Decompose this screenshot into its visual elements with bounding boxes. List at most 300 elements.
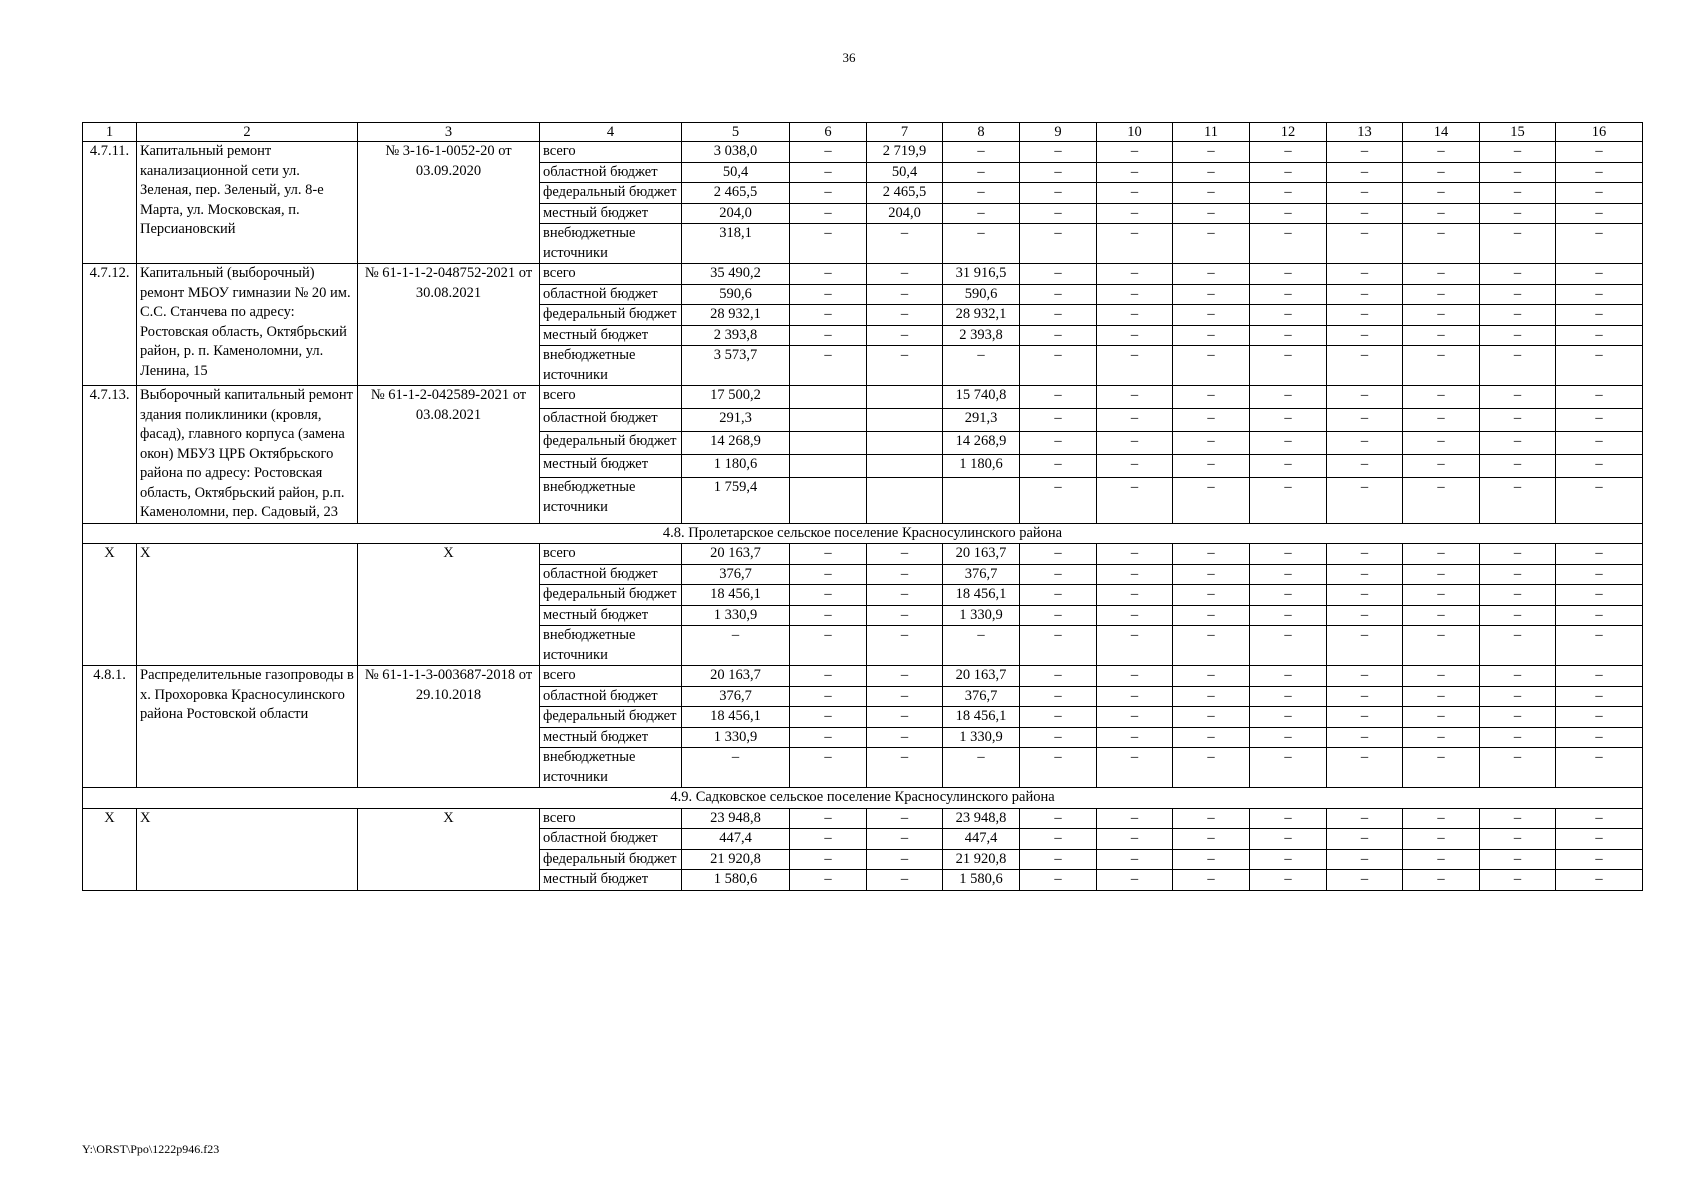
value-col-6: – xyxy=(790,870,867,891)
value-col-14: – xyxy=(1403,432,1480,455)
value-col-9: – xyxy=(1020,666,1097,687)
value-col-15: – xyxy=(1480,829,1556,850)
value-col-10: – xyxy=(1097,432,1173,455)
value-col-11: – xyxy=(1173,748,1250,788)
value-col-9: – xyxy=(1020,829,1097,850)
value-col-5: 50,4 xyxy=(682,162,790,183)
value-col-11: – xyxy=(1173,727,1250,748)
value-col-6: – xyxy=(790,544,867,565)
value-col-14: – xyxy=(1403,162,1480,183)
value-col-7: – xyxy=(867,748,943,788)
value-col-14: – xyxy=(1403,142,1480,163)
value-col-13: – xyxy=(1327,748,1403,788)
value-col-15: – xyxy=(1480,686,1556,707)
value-col-5: 2 393,8 xyxy=(682,325,790,346)
value-col-8: 20 163,7 xyxy=(943,544,1020,565)
value-col-16: – xyxy=(1556,605,1643,626)
value-col-12: – xyxy=(1250,325,1327,346)
value-col-10: – xyxy=(1097,142,1173,163)
value-col-15: – xyxy=(1480,748,1556,788)
value-col-15: – xyxy=(1480,224,1556,264)
value-col-6 xyxy=(790,409,867,432)
value-col-16: – xyxy=(1556,666,1643,687)
value-col-6: – xyxy=(790,585,867,606)
value-col-5: – xyxy=(682,626,790,666)
item-number: Х xyxy=(83,544,137,666)
value-col-12: – xyxy=(1250,409,1327,432)
value-col-8: 28 932,1 xyxy=(943,305,1020,326)
value-col-7 xyxy=(867,478,943,523)
value-col-16: – xyxy=(1556,727,1643,748)
value-col-11: – xyxy=(1173,284,1250,305)
value-col-11: – xyxy=(1173,346,1250,386)
value-col-13: – xyxy=(1327,432,1403,455)
value-col-9: – xyxy=(1020,203,1097,224)
value-col-15: – xyxy=(1480,183,1556,204)
item-name: Капитальный (выборочный) ремонт МБОУ гимназии № 20 им. С.С. Станчева по адресу: Ростовская область, Октябрьский район, р. п. Каменоломни, ул. Ленина, 15 xyxy=(137,264,358,386)
value-col-14: – xyxy=(1403,203,1480,224)
table-row xyxy=(83,142,1643,163)
value-col-10: – xyxy=(1097,748,1173,788)
column-header: 4 xyxy=(540,123,682,142)
value-col-7: – xyxy=(867,325,943,346)
value-col-16: – xyxy=(1556,564,1643,585)
value-col-14: – xyxy=(1403,829,1480,850)
value-col-11: – xyxy=(1173,142,1250,163)
value-col-15: – xyxy=(1480,666,1556,687)
table-row xyxy=(83,264,1643,285)
value-col-16: – xyxy=(1556,849,1643,870)
value-col-5: 35 490,2 xyxy=(682,264,790,285)
value-col-7: – xyxy=(867,686,943,707)
funding-source: местный бюджет xyxy=(540,870,682,891)
value-col-10: – xyxy=(1097,284,1173,305)
value-col-13: – xyxy=(1327,870,1403,891)
value-col-7: 2 719,9 xyxy=(867,142,943,163)
value-col-12: – xyxy=(1250,264,1327,285)
value-col-7: – xyxy=(867,305,943,326)
column-header: 7 xyxy=(867,123,943,142)
value-col-11: – xyxy=(1173,666,1250,687)
value-col-6: – xyxy=(790,849,867,870)
value-col-7: 204,0 xyxy=(867,203,943,224)
value-col-5: – xyxy=(682,748,790,788)
value-col-9: – xyxy=(1020,707,1097,728)
value-col-9: – xyxy=(1020,346,1097,386)
value-col-14: – xyxy=(1403,386,1480,409)
value-col-10: – xyxy=(1097,325,1173,346)
funding-source: областной бюджет xyxy=(540,686,682,707)
value-col-12: – xyxy=(1250,748,1327,788)
value-col-5: 376,7 xyxy=(682,686,790,707)
value-col-12: – xyxy=(1250,432,1327,455)
value-col-12: – xyxy=(1250,386,1327,409)
value-col-7: – xyxy=(867,808,943,829)
value-col-8: – xyxy=(943,162,1020,183)
value-col-15: – xyxy=(1480,325,1556,346)
item-number: 4.7.12. xyxy=(83,264,137,386)
value-col-11: – xyxy=(1173,544,1250,565)
funding-source: федеральный бюджет xyxy=(540,585,682,606)
table-row xyxy=(83,666,1643,687)
value-col-14: – xyxy=(1403,409,1480,432)
value-col-16: – xyxy=(1556,455,1643,478)
value-col-10: – xyxy=(1097,585,1173,606)
item-expertise-code: № 61-1-1-2-048752-2021 от 30.08.2021 xyxy=(358,264,540,386)
value-col-13: – xyxy=(1327,727,1403,748)
value-col-16: – xyxy=(1556,686,1643,707)
column-header: 5 xyxy=(682,123,790,142)
value-col-15: – xyxy=(1480,264,1556,285)
value-col-12: – xyxy=(1250,203,1327,224)
value-col-12: – xyxy=(1250,829,1327,850)
value-col-13: – xyxy=(1327,626,1403,666)
value-col-11: – xyxy=(1173,870,1250,891)
value-col-9: – xyxy=(1020,727,1097,748)
funding-source: всего xyxy=(540,544,682,565)
value-col-9: – xyxy=(1020,432,1097,455)
value-col-9: – xyxy=(1020,748,1097,788)
value-col-14: – xyxy=(1403,605,1480,626)
value-col-12: – xyxy=(1250,478,1327,523)
value-col-16: – xyxy=(1556,478,1643,523)
value-col-11: – xyxy=(1173,478,1250,523)
funding-source: внебюджетные источники xyxy=(540,224,682,264)
value-col-7 xyxy=(867,386,943,409)
value-col-8: – xyxy=(943,183,1020,204)
funding-source: федеральный бюджет xyxy=(540,432,682,455)
item-number: Х xyxy=(83,808,137,890)
value-col-11: – xyxy=(1173,183,1250,204)
value-col-11: – xyxy=(1173,686,1250,707)
funding-source: местный бюджет xyxy=(540,455,682,478)
funding-source: всего xyxy=(540,808,682,829)
value-col-7: – xyxy=(867,870,943,891)
value-col-10: – xyxy=(1097,203,1173,224)
value-col-13: – xyxy=(1327,829,1403,850)
value-col-13: – xyxy=(1327,849,1403,870)
value-col-8 xyxy=(943,478,1020,523)
value-col-8: 1 180,6 xyxy=(943,455,1020,478)
value-col-10: – xyxy=(1097,626,1173,666)
value-col-9: – xyxy=(1020,162,1097,183)
value-col-8: – xyxy=(943,626,1020,666)
value-col-12: – xyxy=(1250,870,1327,891)
section-header-row xyxy=(83,523,1643,544)
value-col-5: 590,6 xyxy=(682,284,790,305)
value-col-9: – xyxy=(1020,224,1097,264)
value-col-16: – xyxy=(1556,325,1643,346)
value-col-12: – xyxy=(1250,564,1327,585)
value-col-11: – xyxy=(1173,605,1250,626)
value-col-10: – xyxy=(1097,707,1173,728)
value-col-8: 1 580,6 xyxy=(943,870,1020,891)
value-col-6: – xyxy=(790,748,867,788)
value-col-13: – xyxy=(1327,544,1403,565)
column-header: 10 xyxy=(1097,123,1173,142)
value-col-14: – xyxy=(1403,264,1480,285)
value-col-10: – xyxy=(1097,478,1173,523)
funding-source: федеральный бюджет xyxy=(540,849,682,870)
value-col-6: – xyxy=(790,284,867,305)
funding-source: всего xyxy=(540,264,682,285)
value-col-9: – xyxy=(1020,183,1097,204)
value-col-13: – xyxy=(1327,142,1403,163)
item-expertise-code: № 3-16-1-0052-20 от 03.09.2020 xyxy=(358,142,540,264)
value-col-15: – xyxy=(1480,203,1556,224)
value-col-5: 23 948,8 xyxy=(682,808,790,829)
value-col-8: 1 330,9 xyxy=(943,605,1020,626)
value-col-6: – xyxy=(790,686,867,707)
value-col-13: – xyxy=(1327,162,1403,183)
value-col-14: – xyxy=(1403,686,1480,707)
value-col-5: 1 330,9 xyxy=(682,605,790,626)
page-number: 36 xyxy=(842,50,856,65)
value-col-14: – xyxy=(1403,870,1480,891)
value-col-12: – xyxy=(1250,142,1327,163)
value-col-15: – xyxy=(1480,284,1556,305)
value-col-15: – xyxy=(1480,849,1556,870)
value-col-5: 1 330,9 xyxy=(682,727,790,748)
value-col-8: 18 456,1 xyxy=(943,585,1020,606)
item-expertise-code: Х xyxy=(358,808,540,890)
value-col-16: – xyxy=(1556,432,1643,455)
value-col-9: – xyxy=(1020,849,1097,870)
item-number: 4.7.11. xyxy=(83,142,137,264)
value-col-5: 20 163,7 xyxy=(682,544,790,565)
value-col-15: – xyxy=(1480,305,1556,326)
value-col-7: – xyxy=(867,727,943,748)
value-col-16: – xyxy=(1556,386,1643,409)
value-col-15: – xyxy=(1480,432,1556,455)
column-header-row xyxy=(83,123,1643,142)
item-number: 4.7.13. xyxy=(83,386,137,524)
value-col-14: – xyxy=(1403,325,1480,346)
value-col-5: 3 038,0 xyxy=(682,142,790,163)
value-col-12: – xyxy=(1250,455,1327,478)
table-row xyxy=(83,808,1643,829)
value-col-13: – xyxy=(1327,808,1403,829)
value-col-9: – xyxy=(1020,626,1097,666)
value-col-16: – xyxy=(1556,284,1643,305)
funding-source: внебюджетные источники xyxy=(540,346,682,386)
value-col-14: – xyxy=(1403,808,1480,829)
item-expertise-code: № 61-1-2-042589-2021 от 03.08.2021 xyxy=(358,386,540,524)
value-col-9: – xyxy=(1020,686,1097,707)
value-col-9: – xyxy=(1020,564,1097,585)
value-col-6: – xyxy=(790,605,867,626)
value-col-6: – xyxy=(790,264,867,285)
value-col-5: 204,0 xyxy=(682,203,790,224)
value-col-12: – xyxy=(1250,686,1327,707)
value-col-15: – xyxy=(1480,626,1556,666)
value-col-6 xyxy=(790,386,867,409)
value-col-6 xyxy=(790,455,867,478)
value-col-5: 447,4 xyxy=(682,829,790,850)
value-col-14: – xyxy=(1403,183,1480,204)
value-col-16: – xyxy=(1556,748,1643,788)
value-col-10: – xyxy=(1097,409,1173,432)
value-col-12: – xyxy=(1250,544,1327,565)
value-col-16: – xyxy=(1556,142,1643,163)
value-col-16: – xyxy=(1556,707,1643,728)
value-col-11: – xyxy=(1173,432,1250,455)
financing-table xyxy=(82,122,1643,891)
value-col-16: – xyxy=(1556,162,1643,183)
value-col-10: – xyxy=(1097,264,1173,285)
value-col-7: – xyxy=(867,605,943,626)
value-col-7: – xyxy=(867,626,943,666)
funding-source: местный бюджет xyxy=(540,605,682,626)
value-col-16: – xyxy=(1556,808,1643,829)
section-title: 4.9. Садковское сельское поселение Красносулинского района xyxy=(83,788,1643,809)
value-col-9: – xyxy=(1020,870,1097,891)
column-header: 2 xyxy=(137,123,358,142)
value-col-5: 28 932,1 xyxy=(682,305,790,326)
value-col-5: 2 465,5 xyxy=(682,183,790,204)
value-col-14: – xyxy=(1403,626,1480,666)
value-col-13: – xyxy=(1327,686,1403,707)
value-col-13: – xyxy=(1327,224,1403,264)
value-col-12: – xyxy=(1250,605,1327,626)
value-col-12: – xyxy=(1250,707,1327,728)
value-col-11: – xyxy=(1173,203,1250,224)
value-col-13: – xyxy=(1327,585,1403,606)
value-col-14: – xyxy=(1403,564,1480,585)
funding-source: местный бюджет xyxy=(540,203,682,224)
value-col-7 xyxy=(867,432,943,455)
value-col-14: – xyxy=(1403,707,1480,728)
value-col-11: – xyxy=(1173,707,1250,728)
funding-source: областной бюджет xyxy=(540,409,682,432)
funding-source: областной бюджет xyxy=(540,284,682,305)
value-col-11: – xyxy=(1173,305,1250,326)
value-col-11: – xyxy=(1173,264,1250,285)
value-col-9: – xyxy=(1020,305,1097,326)
funding-source: федеральный бюджет xyxy=(540,707,682,728)
value-col-15: – xyxy=(1480,808,1556,829)
section-header-row xyxy=(83,788,1643,809)
value-col-13: – xyxy=(1327,325,1403,346)
value-col-12: – xyxy=(1250,346,1327,386)
value-col-5: 3 573,7 xyxy=(682,346,790,386)
value-col-8: – xyxy=(943,203,1020,224)
value-col-9: – xyxy=(1020,142,1097,163)
value-col-10: – xyxy=(1097,829,1173,850)
value-col-6: – xyxy=(790,346,867,386)
value-col-9: – xyxy=(1020,325,1097,346)
value-col-10: – xyxy=(1097,224,1173,264)
funding-source: федеральный бюджет xyxy=(540,183,682,204)
value-col-10: – xyxy=(1097,666,1173,687)
value-col-15: – xyxy=(1480,870,1556,891)
value-col-9: – xyxy=(1020,386,1097,409)
funding-source: областной бюджет xyxy=(540,564,682,585)
value-col-13: – xyxy=(1327,305,1403,326)
value-col-12: – xyxy=(1250,305,1327,326)
value-col-6: – xyxy=(790,142,867,163)
value-col-11: – xyxy=(1173,386,1250,409)
value-col-15: – xyxy=(1480,605,1556,626)
section-title: 4.8. Пролетарское сельское поселение Красносулинского района xyxy=(83,523,1643,544)
value-col-16: – xyxy=(1556,183,1643,204)
value-col-9: – xyxy=(1020,478,1097,523)
value-col-6: – xyxy=(790,829,867,850)
value-col-8: 31 916,5 xyxy=(943,264,1020,285)
value-col-6: – xyxy=(790,564,867,585)
value-col-6: – xyxy=(790,325,867,346)
value-col-7: 2 465,5 xyxy=(867,183,943,204)
value-col-5: 17 500,2 xyxy=(682,386,790,409)
value-col-10: – xyxy=(1097,544,1173,565)
value-col-8: 23 948,8 xyxy=(943,808,1020,829)
value-col-13: – xyxy=(1327,707,1403,728)
value-col-6: – xyxy=(790,305,867,326)
item-expertise-code: Х xyxy=(358,544,540,666)
item-name: Выборочный капитальный ремонт здания поликлиники (кровля, фасад), главного корпуса (замена окон) МБУЗ ЦРБ Октябрьского района по адресу: Ростовская область, Октябрьский район, р.п. Каменоломни, пер. Садовый, 23 xyxy=(137,386,358,524)
item-name: Х xyxy=(137,808,358,890)
value-col-14: – xyxy=(1403,849,1480,870)
value-col-10: – xyxy=(1097,849,1173,870)
value-col-11: – xyxy=(1173,808,1250,829)
value-col-14: – xyxy=(1403,284,1480,305)
value-col-11: – xyxy=(1173,829,1250,850)
value-col-12: – xyxy=(1250,727,1327,748)
value-col-11: – xyxy=(1173,162,1250,183)
column-header: 12 xyxy=(1250,123,1327,142)
column-header: 13 xyxy=(1327,123,1403,142)
value-col-15: – xyxy=(1480,386,1556,409)
value-col-12: – xyxy=(1250,162,1327,183)
funding-source: внебюджетные источники xyxy=(540,626,682,666)
column-header: 16 xyxy=(1556,123,1643,142)
value-col-12: – xyxy=(1250,849,1327,870)
value-col-16: – xyxy=(1556,870,1643,891)
value-col-5: 18 456,1 xyxy=(682,585,790,606)
value-col-14: – xyxy=(1403,478,1480,523)
value-col-6 xyxy=(790,432,867,455)
value-col-6: – xyxy=(790,727,867,748)
value-col-5: 291,3 xyxy=(682,409,790,432)
value-col-7: 50,4 xyxy=(867,162,943,183)
item-expertise-code: № 61-1-1-3-003687-2018 от 29.10.2018 xyxy=(358,666,540,788)
value-col-8: 18 456,1 xyxy=(943,707,1020,728)
funding-source: всего xyxy=(540,666,682,687)
value-col-13: – xyxy=(1327,455,1403,478)
value-col-13: – xyxy=(1327,605,1403,626)
funding-source: местный бюджет xyxy=(540,727,682,748)
item-name: Распределительные газопроводы в х. Прохоровка Красносулинского района Ростовской области xyxy=(137,666,358,788)
value-col-11: – xyxy=(1173,455,1250,478)
value-col-11: – xyxy=(1173,325,1250,346)
value-col-10: – xyxy=(1097,346,1173,386)
value-col-8: 20 163,7 xyxy=(943,666,1020,687)
funding-source: внебюджетные источники xyxy=(540,478,682,523)
value-col-6: – xyxy=(790,626,867,666)
value-col-7: – xyxy=(867,707,943,728)
column-header: 14 xyxy=(1403,123,1480,142)
value-col-16: – xyxy=(1556,346,1643,386)
value-col-8: – xyxy=(943,748,1020,788)
value-col-16: – xyxy=(1556,264,1643,285)
value-col-13: – xyxy=(1327,409,1403,432)
column-header: 8 xyxy=(943,123,1020,142)
value-col-15: – xyxy=(1480,564,1556,585)
value-col-9: – xyxy=(1020,808,1097,829)
value-col-9: – xyxy=(1020,409,1097,432)
value-col-8: 2 393,8 xyxy=(943,325,1020,346)
column-header: 3 xyxy=(358,123,540,142)
